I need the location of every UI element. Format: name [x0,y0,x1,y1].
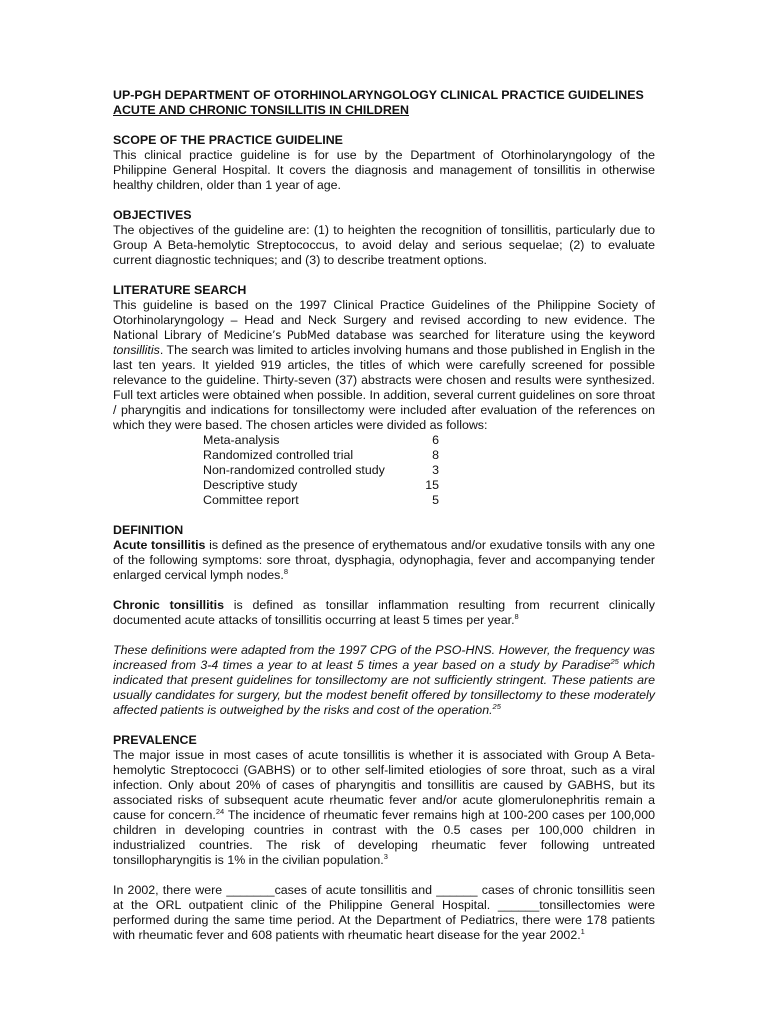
acute-definition [113,538,655,583]
citation: 8 [514,611,519,621]
chronic-definition [113,598,655,628]
prevalence-text-c: In 2002, there were _______cases of acute tonsillitis and ______ cases of chronic tonsillitis seen at the ORL outpatient clinic of the Philippine General Hospital. ______tonsillectomies were performed during the same time period. At the Department of Pediatrics, there were 178 patients with rheumatic fever and 608 patients with rheumatic heart disease for the year 2002. [113,883,655,942]
literature-heading: LITERATURE SEARCH [113,283,247,297]
prevalence-text [113,748,655,868]
acute-term: Acute tonsillitis [113,538,206,552]
prevalence-section [113,733,655,943]
definition-heading: DEFINITION [113,523,184,537]
scope-text: This clinical practice guideline is for use by the Department of Otorhinolaryngology of the Philippine General Hospital. It covers the diagnosis and management of tonsillitis in otherwise healthy children, older than 1 year of age. [113,148,655,192]
scope-section [113,133,655,193]
citation: 24 [215,806,225,816]
citation: 8 [283,566,288,576]
document-subtitle: ACUTE AND CHRONIC TONSILLITIS IN CHILDREN [113,103,409,117]
chronic-term: Chronic tonsillitis [113,598,224,612]
study-type-label: Meta-analysis [203,433,280,447]
literature-text-a: This guideline is based on the 1997 Clinical Practice Guidelines of the Philippine Society of Otorhinolaryngology – Head and Neck Surgery and revised according to new evidence. The [113,298,655,327]
scope-heading: SCOPE OF THE PRACTICE GUIDELINE [113,133,343,147]
document-body [113,88,655,943]
table-row [203,478,439,493]
citation: 25 [610,656,619,666]
objectives-heading: OBJECTIVES [113,208,192,222]
citation: 3 [383,851,388,861]
prevalence-heading: PREVALENCE [113,733,197,747]
table-row [203,433,439,448]
prevalence-statistics [113,883,655,943]
literature-text-b: National Library of Medicine’s PubMed database was searched for literature using the keyword [113,329,655,342]
table-row [203,493,439,508]
citation: 25 [492,701,501,711]
prevalence-text-b: The incidence of rheumatic fever remains high at 100-200 cases per 100,000 children in developing countries in contrast with the 0.5 cases per 100,000 children in industrialized countries. The risk of developing rheumatic fever following untreated tonsillopharyngitis is 1% in the civilian population. [113,808,655,867]
objectives-section [113,208,655,268]
prevalence-text-a: The major issue in most cases of acute tonsillitis is whether it is associated with Group A Beta-hemolytic Streptococci (GABHS) or to other self-limited etiologies of sore throat, such as a viral infection. Only about 20% of cases of pharyngitis and tonsillitis are caused by GABHS, but its associated risks of subsequent acute rheumatic fever and/or acute glomerulonephritis remain a cause for concern. [113,748,655,822]
note-text-a: These definitions were adapted from the 1997 CPG of the PSO-HNS. However, the frequency was increased from 3-4 times a year to at least 5 times a year based on a study by Paradise [113,643,655,672]
study-type-count: 15 [425,478,439,492]
literature-keyword: tonsillitis [113,343,160,357]
study-type-label: Committee report [203,493,299,507]
study-type-count: 5 [432,493,439,507]
study-type-label: Descriptive study [203,478,298,492]
table-row [203,463,439,478]
acute-text: is defined as the presence of erythematous and/or exudative tonsils with any one of the following symptoms: sore throat, dysphagia, odynophagia, fever and accompanying tender enlarged cervical lymph nodes. [113,538,655,582]
study-type-count: 8 [432,448,439,462]
literature-section [113,283,655,508]
study-type-label: Randomized controlled trial [203,448,354,462]
definition-note [113,643,655,718]
table-row [203,448,439,463]
citation: 1 [580,926,585,936]
literature-text [113,298,655,433]
definition-section [113,523,655,718]
study-types-table [203,433,439,508]
study-type-count: 6 [432,433,439,447]
study-type-label: Non-randomized controlled study [203,463,385,477]
literature-text-d: . The search was limited to articles involving humans and those published in English in the last ten years. It yielded 919 articles, the titles of which were carefully screened for possible relevance to the guideline. Thirty-seven (37) abstracts were chosen and results were synthesized. Full text articles were obtained when possible. In addition, several current guidelines on sore throat / pharyngitis and indications for tonsillectomy were included after evaluation of the references on which they were based. The chosen articles were divided as follows: [113,343,655,432]
document-title: UP-PGH DEPARTMENT OF OTORHINOLARYNGOLOGY CLINICAL PRACTICE GUIDELINES [113,88,644,102]
note-text-b: which indicated that present guidelines for tonsillectomy are not sufficiently stringent. These patients are usually candidates for surgery, but the modest benefit offered by tonsillectomy to these moderately affected patients is outweighed by the risks and cost of the operation. [113,658,655,717]
chronic-text: is defined as tonsillar inflammation resulting from recurrent clinically documented acute attacks of tonsillitis occurring at least 5 times per year. [113,598,655,627]
objectives-text: The objectives of the guideline are: (1) to heighten the recognition of tonsillitis, particularly due to Group A Beta-hemolytic Streptococcus, to avoid delay and serious sequelae; (2) to evaluate current diagnostic techniques; and (3) to describe treatment options. [113,223,655,267]
study-type-count: 3 [432,463,439,477]
